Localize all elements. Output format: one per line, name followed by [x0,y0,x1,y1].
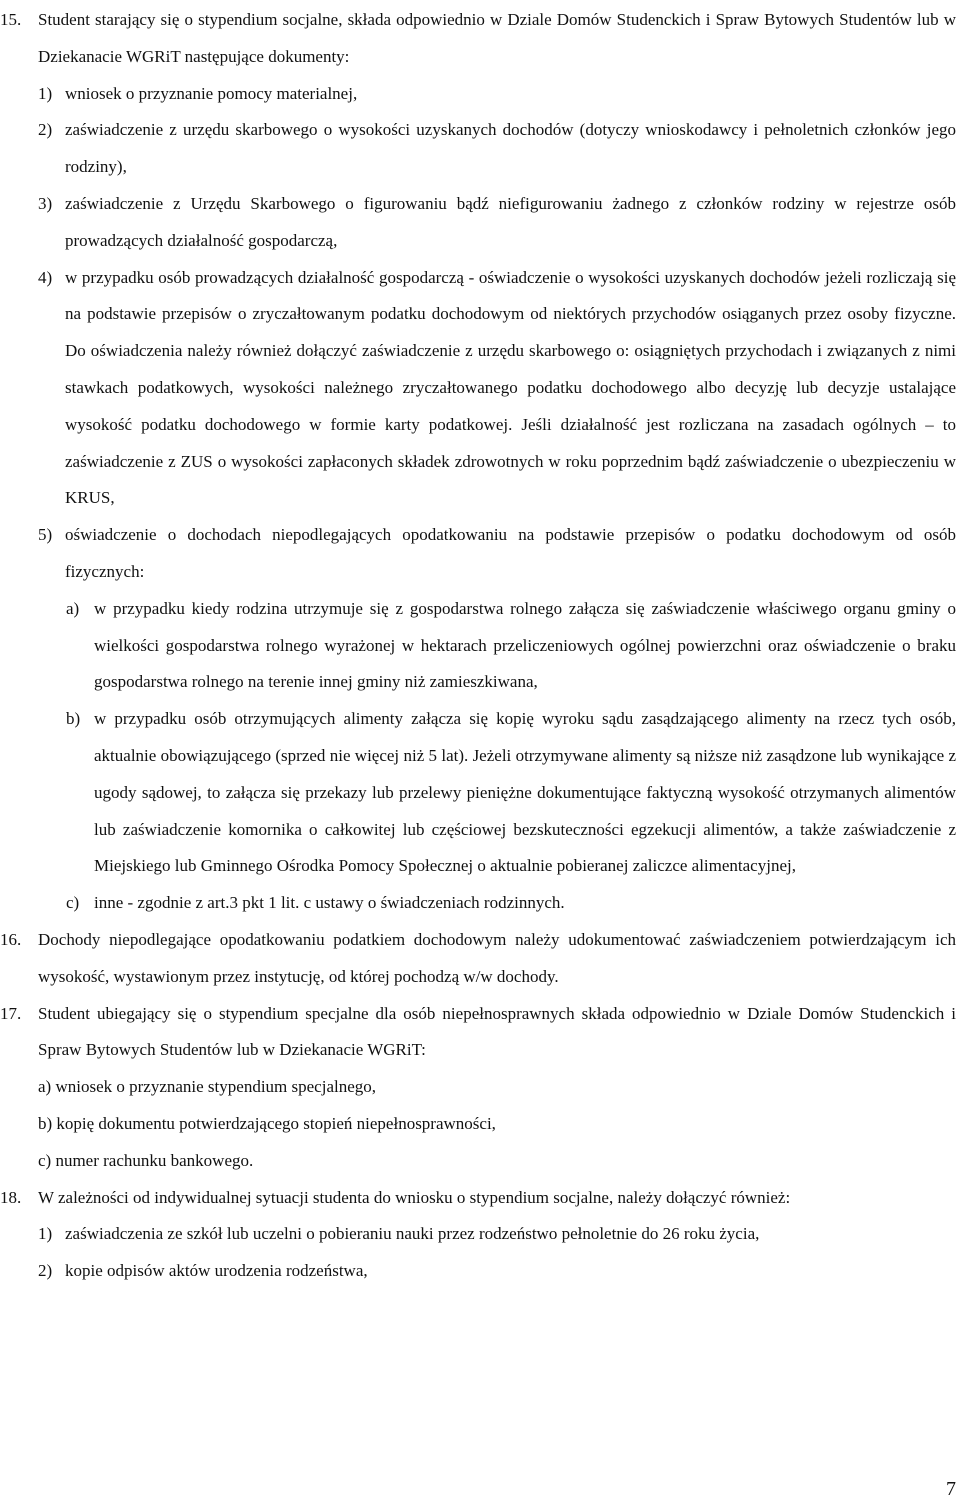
list-item [38,517,956,591]
page-number: 7 [946,1478,956,1500]
item-text: oświadczenie o dochodach niepodlegających opodatkowaniu na podstawie przepisów o podatku dochodowym od osób fizycznych: [65,525,956,581]
item-number: 2) [38,1261,53,1281]
item-number: 3) [38,193,53,213]
section-16 [0,922,956,996]
item-text: kopie odpisów aktów urodzenia rodzeństwa, [65,1261,368,1281]
item-number: 1) [38,83,53,103]
letter-number: c) [66,893,80,913]
item-text: w przypadku osób prowadzących działalność gospodarczą - oświadczenie o wysokości uzyskanych dochodów jeżeli rozliczają się na podstawie przepisów o zryczałtowanym podatku dochodowym od niektórych przychodów osiąganych przez osoby fizyczne. Do oświadczenia należy również dołączyć zaświadczenie z urzędu skarbowego o: osiągniętych przychodach i związanych z nimi stawkach podatkowych, wysokości należnego zryczałtowanego podatku dochodowego albo decyzję lub decyzje ustalające wysokość podatku dochodowego w formie karty podatkowej. Jeśli działalność jest rozliczana na zasadach ogólnych – to zaświadczenie z ZUS o wysokości zapłaconych składek zdrowotnych w roku poprzednim bądź zaświadczenie o ubezpieczeniu w KRUS, [65,267,956,508]
list-item: a) wniosek o przyznanie stypendium specjalnego, [38,1077,377,1097]
list-item [38,1216,956,1253]
section-number: 15. [0,10,22,29]
section-intro: W zależności od indywidualnej sytuacji studenta do wniosku o stypendium socjalne, należy dołączyć również: [38,1187,791,1207]
letter-item [38,701,956,885]
list-item [38,1253,956,1290]
section-intro: Student starający się o stypendium socjalne, składa odpowiednio w Dziale Domów Studenckich i Spraw Bytowych Studentów lub w Dziekanacie WGRiT następujące dokumenty: [38,10,956,66]
section-18 [0,1180,956,1290]
list-item: b) kopię dokumentu potwierdzającego stopień niepełnosprawności, [38,1113,496,1133]
section-intro: Dochody niepodlegające opodatkowaniu podatkiem dochodowym należy udokumentować zaświadczeniem potwierdzającym ich wysokość, wystawionym przez instytucję, od której pochodzą w/w dochody. [38,929,956,986]
letter-number: a) [66,598,80,618]
section-17 [0,996,956,1180]
section-number: 17. [0,1003,22,1023]
letter-item [38,885,956,922]
item-number: 2) [38,120,53,140]
letter-item [38,591,956,701]
letter-number: b) [66,709,81,729]
item-text: zaświadczenie z urzędu skarbowego o wysokości uzyskanych dochodów (dotyczy wnioskodawcy i pełnoletnich członków jego rodziny), [65,120,956,177]
letter-text: w przypadku kiedy rodzina utrzymuje się z gospodarstwa rolnego załącza się zaświadczenie właściwego organu gminy o wielkości gospodarstwa rolnego wyrażonej w hektarach przeliczeniowych ogólnej powierzchni oraz oświadczenie o braku gospodarstwa rolnego na terenie innej gminy niż zamieszkiwana, [94,598,956,692]
list-item [38,76,956,113]
section-number: 18. [0,1187,22,1207]
section-intro: Student ubiegający się o stypendium specjalne dla osób niepełnosprawnych składa odpowiednio w Dziale Domów Studenckich i Spraw Bytowych Studentów lub w Dziekanacie WGRiT: [38,1003,956,1060]
list-item [38,112,956,186]
item-number: 4) [38,267,53,287]
list-item: c) numer rachunku bankowego. [38,1150,254,1170]
section-number: 16. [0,929,22,949]
list-item [38,260,956,518]
section-15 [0,2,956,922]
item-text: wniosek o przyznanie pomocy materialnej, [65,83,358,103]
item-text: zaświadczenia ze szkół lub uczelni o pobieraniu nauki przez rodzeństwo pełnoletnie do 26 roku życia, [65,1224,760,1244]
letter-text: w przypadku osób otrzymujących alimenty załącza się kopię wyroku sądu zasądzającego alimenty na rzecz tych osób, aktualnie obowiązującego (sprzed nie więcej niż 5 lat). Jeżeli otrzymywane alimenty są niższe niż zasądzone lub wynikające z ugody sądowej, to załącza się przekazy lub przelewy pieniężne dokumentujące faktyczną wysokość otrzymanych alimentów lub zaświadczenie komornika o całkowitej lub częściowej bezskuteczności egzekucji alimentów, a także zaświadczenie z Miejskiego lub Gminnego Ośrodka Pomocy Społecznej o aktualnie pobieranej zaliczce alimentacyjnej, [94,709,956,876]
item-number: 1) [38,1224,53,1244]
list-item [38,186,956,260]
item-text: zaświadczenie z Urzędu Skarbowego o figurowaniu bądź niefigurowaniu żadnego z członków rodziny w rejestrze osób prowadzących działalność gospodarczą, [65,193,956,250]
item-number: 5) [38,525,53,545]
letter-text: inne - zgodnie z art.3 pkt 1 lit. c ustawy o świadczeniach rodzinnych. [94,893,565,913]
